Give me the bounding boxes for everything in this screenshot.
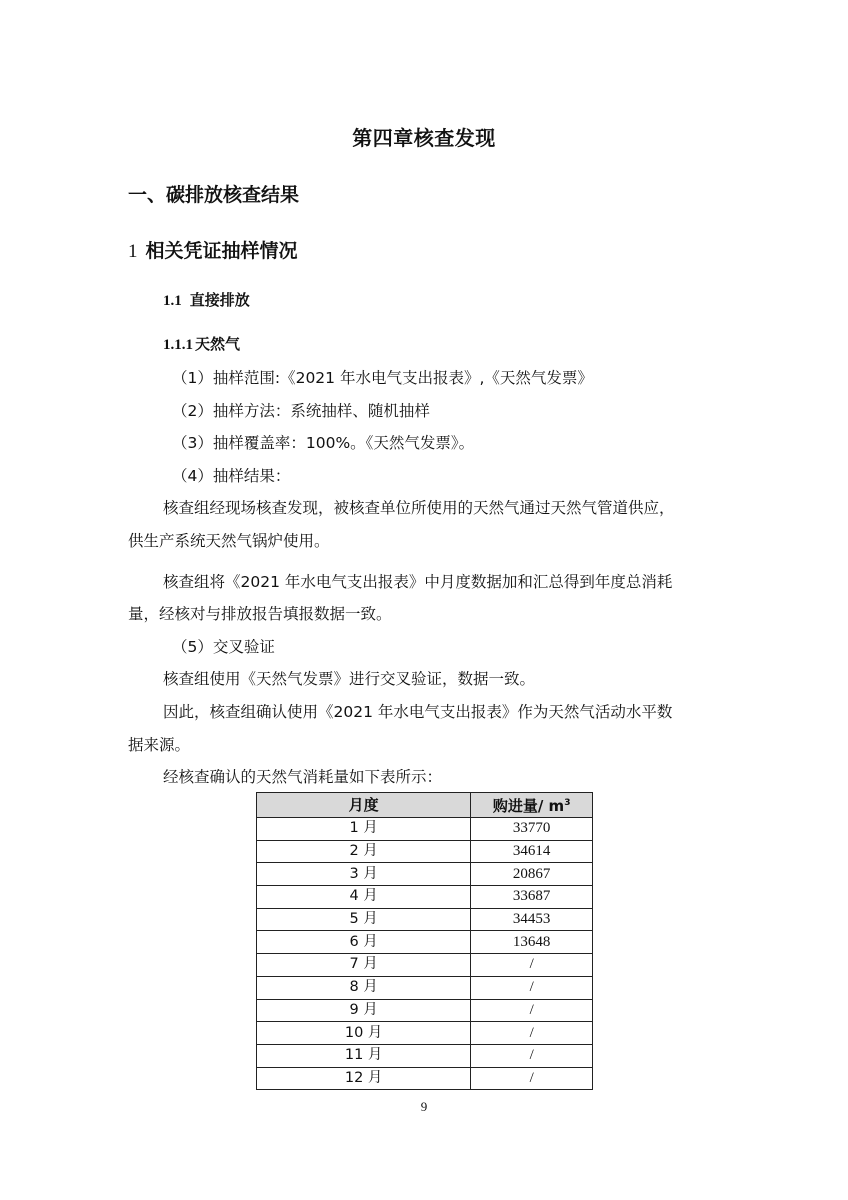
table-row	[257, 908, 593, 931]
paragraph-line: 经核查确认的天然气消耗量如下表所示：	[163, 768, 443, 786]
subsubsection-title: 直接排放	[189, 291, 250, 309]
table-row	[257, 976, 593, 999]
cell-amount: /	[471, 1044, 593, 1067]
cell-amount: 33687	[471, 886, 593, 909]
table-row	[257, 1044, 593, 1067]
table-row	[257, 863, 593, 886]
subsubsection-number: 1.1	[163, 293, 182, 309]
header-amount-superscript: 3	[564, 798, 571, 808]
paragraph-line: 核查组将《2021 年水电气支出报表》中月度数据加和汇总得到年度总消耗	[163, 573, 673, 591]
section-heading: 一、碳排放核查结果	[128, 184, 300, 206]
gas-consumption-table	[256, 792, 593, 1090]
cell-amount: 13648	[471, 931, 593, 954]
paragraph-line: 据来源。	[128, 736, 191, 754]
cell-month: 2 月	[257, 840, 471, 863]
cell-month: 8 月	[257, 976, 471, 999]
paragraph-line: 核查组使用《天然气发票》进行交叉验证，数据一致。	[163, 670, 536, 688]
cell-amount: 20867	[471, 863, 593, 886]
subsection-number: 1	[128, 241, 138, 262]
table-header-row	[257, 793, 593, 818]
cell-month: 12 月	[257, 1067, 471, 1090]
item-heading	[163, 333, 240, 354]
subsection-heading	[128, 236, 298, 263]
table-row	[257, 818, 593, 841]
item-heading-number: 1.1.1	[163, 337, 193, 353]
cell-amount: /	[471, 1022, 593, 1045]
cell-amount: 34453	[471, 908, 593, 931]
subsection-title: 相关凭证抽样情况	[145, 240, 298, 262]
header-amount	[471, 793, 593, 818]
table-row	[257, 931, 593, 954]
page-number: 9	[420, 1099, 428, 1114]
cell-month: 11 月	[257, 1044, 471, 1067]
list-item: （1）抽样范围:《2021 年水电气支出报表》,《天然气发票》	[172, 369, 593, 387]
cell-month: 6 月	[257, 931, 471, 954]
cell-month: 10 月	[257, 1022, 471, 1045]
paragraph-line: 核查组经现场核查发现，被核查单位所使用的天然气通过天然气管道供应，	[163, 499, 675, 517]
paragraph-line: 量，经核对与排放报告填报数据一致。	[128, 605, 392, 623]
list-item: （4）抽样结果：	[172, 467, 291, 485]
table-row	[257, 1067, 593, 1090]
chapter-title: 第四章核查发现	[352, 126, 496, 150]
list-item: （3）抽样覆盖率：100%。《天然气发票》。	[172, 434, 475, 452]
header-amount-label: 购进量/ m	[492, 797, 565, 815]
cell-amount: /	[471, 954, 593, 977]
cell-month: 5 月	[257, 908, 471, 931]
table-row	[257, 840, 593, 863]
cell-amount: /	[471, 1067, 593, 1090]
cell-amount: 34614	[471, 840, 593, 863]
cell-month: 9 月	[257, 999, 471, 1022]
table-row	[257, 954, 593, 977]
cell-amount: /	[471, 976, 593, 999]
table-row	[257, 1022, 593, 1045]
list-item: （5）交叉验证	[172, 638, 275, 656]
table-row	[257, 999, 593, 1022]
header-month: 月度	[257, 793, 471, 818]
cell-month: 3 月	[257, 863, 471, 886]
paragraph-line: 因此，核查组确认使用《2021 年水电气支出报表》作为天然气活动水平数	[163, 703, 673, 721]
cell-amount: /	[471, 999, 593, 1022]
cell-month: 1 月	[257, 818, 471, 841]
item-heading-title: 天然气	[195, 335, 241, 353]
paragraph-line: 供生产系统天然气锅炉使用。	[128, 532, 330, 550]
cell-amount: 33770	[471, 818, 593, 841]
list-item: （2）抽样方法：系统抽样、随机抽样	[172, 402, 430, 420]
table-row	[257, 886, 593, 909]
subsubsection-heading	[163, 289, 250, 310]
cell-month: 4 月	[257, 886, 471, 909]
cell-month: 7 月	[257, 954, 471, 977]
